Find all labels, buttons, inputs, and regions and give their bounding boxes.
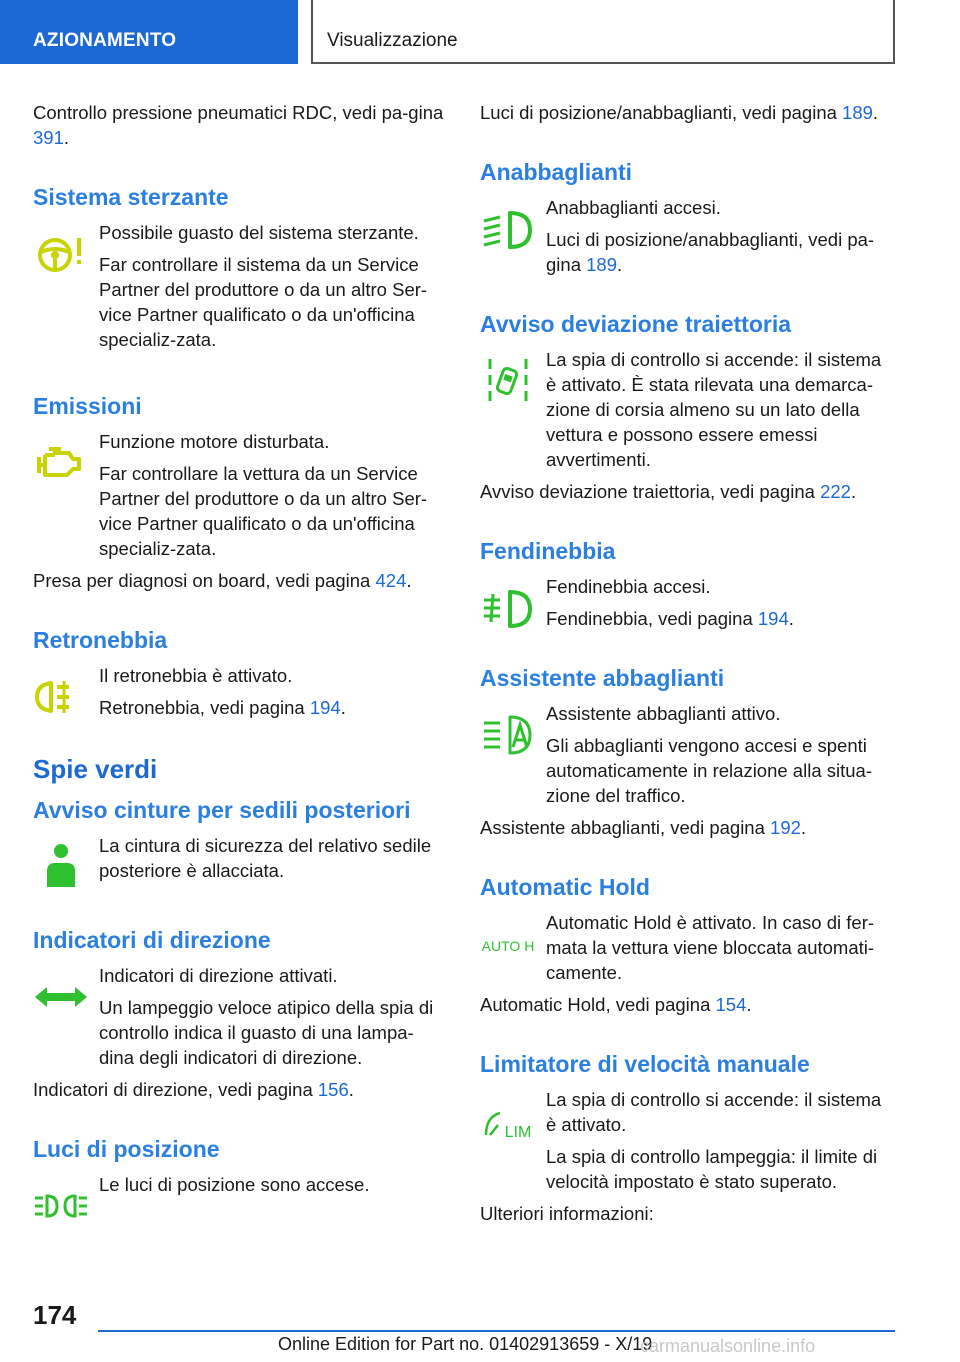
turn-signal-arrows-icon xyxy=(33,971,89,1023)
high-beam-assist-icon xyxy=(480,709,536,761)
rdc-page-link[interactable]: 391 xyxy=(33,127,64,148)
speed-limiter-heading: Limitatore di velocità manuale xyxy=(480,1051,810,1077)
turn-signals-heading: Indicatori di direzione xyxy=(33,927,271,953)
rdc-reference: Controllo pressione pneumatici RDC, vedi pa-gina 391. xyxy=(33,102,444,148)
high-beam-reference: Assistente abbaglianti, vedi pagina 192. xyxy=(480,817,807,838)
fog-page-link[interactable]: 194 xyxy=(757,608,789,629)
turn-signals-entry: Indicatori di direzione attivati. Un lampeggio veloce atipico della spia di controllo indica il guasto di una lampa-dina degli indicatori di direzione. xyxy=(33,963,445,1077)
emissions-heading: Emissioni xyxy=(33,393,142,419)
parking-lights-heading: Luci di posizione xyxy=(33,1136,220,1162)
turn-page-link[interactable]: 156 xyxy=(317,1079,349,1100)
rear-fog-entry: Il retronebbia è attivato. Retronebbia, vedi pagina 194. xyxy=(33,663,445,720)
fog-heading: Fendinebbia xyxy=(480,538,616,564)
lane-departure-entry: La spia di controllo si accende: il sistema è attivato. È stata rilevata una demarca-zione di corsia almeno su un lato della vettura e possono essere emessi avvertimenti. xyxy=(480,347,892,479)
parking-lights-icon xyxy=(33,1180,89,1232)
emissions-entry: Funzione motore disturbata. Far controllare la vettura da un Service Partner del produttore o da un altro Ser-vice Partner qualificato o da un'officina specializ-zata. xyxy=(33,429,445,568)
further-info: Ulteriori informazioni: xyxy=(480,1203,654,1224)
seat-belt-person-icon xyxy=(33,841,89,893)
chapter-title: AZIONAMENTO xyxy=(33,30,177,51)
lane-departure-icon xyxy=(480,355,536,407)
steering-warning-icon xyxy=(33,228,89,280)
auto-hold-icon-text: AUTO H xyxy=(481,938,535,954)
speed-limiter-icon-text: LIM xyxy=(504,1124,532,1141)
low-beam-icon xyxy=(480,203,536,255)
auto-hold-icon xyxy=(480,918,536,970)
rear-fog-heading: Retronebbia xyxy=(33,627,168,653)
auto-hold-entry: AUTO H Automatic Hold è attivato. In caso di fer-mata la vettura viene bloccata automati-camente. xyxy=(481,912,875,983)
low-beam-page-link[interactable]: 189 xyxy=(586,254,617,275)
rear-belts-entry: La cintura di sicurezza del relativo sedile posteriore è allacciata. xyxy=(33,833,445,893)
engine-icon xyxy=(33,437,89,489)
footer-divider xyxy=(98,1330,895,1332)
lane-page-link[interactable]: 222 xyxy=(820,481,851,502)
high-beam-assist-heading: Assistente abbaglianti xyxy=(480,665,725,691)
speed-limiter-icon xyxy=(480,1095,536,1147)
obd-reference: Presa per diagnosi on board, vedi pagina 424. xyxy=(33,570,412,591)
low-beam-entry: Anabbaglianti accesi. Luci di posizione/anabbaglianti, vedi pa-gina 189. xyxy=(480,195,892,277)
steering-heading: Sistema sterzante xyxy=(33,184,229,210)
chapter-tab xyxy=(0,0,298,64)
high-beam-page-link[interactable]: 192 xyxy=(770,817,801,838)
topic-title: Visualizzazione xyxy=(327,30,458,51)
rear-belts-heading: Avviso cinture per sedili posteriori xyxy=(33,797,411,823)
fog-light-icon xyxy=(480,582,536,634)
lane-departure-heading: Avviso deviazione traiettoria xyxy=(480,311,792,337)
high-beam-assist-entry: Assistente abbaglianti attivo. Gli abbaglianti vengono accesi e spenti automaticamente in relazione alla situa-zione del traffico. xyxy=(480,701,892,815)
parking-reference: Luci di posizione/anabbaglianti, vedi pagina 189. xyxy=(480,102,879,123)
speed-limiter-entry: LIM La spia di controllo si accende: il sistema è attivato. La spia di controllo lampeggia: il limite di velocità impostato è stato superato. xyxy=(480,1087,892,1201)
auto-hold-reference: Automatic Hold, vedi pagina 154. xyxy=(480,994,752,1015)
topic-tab xyxy=(311,0,895,64)
left-column xyxy=(33,100,445,1232)
page-number: 174 xyxy=(33,1300,77,1330)
low-beam-heading: Anabbaglianti xyxy=(480,159,633,185)
steering-entry: Possibile guasto del sistema sterzante. Far controllare il sistema da un Service Partner del produttore o da un altro Ser-vice Partner qualificato o da un'officina specializ-zata. xyxy=(33,220,445,359)
fog-entry: Fendinebbia accesi. Fendinebbia, vedi pagina 194. xyxy=(480,574,892,631)
rear-fog-light-icon xyxy=(33,671,89,723)
parking-lights-entry: Le luci di posizione sono accese. xyxy=(33,1172,445,1232)
turn-reference: Indicatori di direzione, vedi pagina 156. xyxy=(33,1079,354,1100)
auto-hold-page-link[interactable]: 154 xyxy=(715,994,747,1015)
watermark: carmanualsonline.info xyxy=(640,1336,816,1356)
edition-text: Online Edition for Part no. 01402913659 - X/19 xyxy=(278,1334,653,1354)
auto-hold-heading: Automatic Hold xyxy=(480,874,650,900)
green-lights-heading: Spie verdi xyxy=(33,754,158,784)
right-column xyxy=(480,100,892,1233)
parking-page-link[interactable]: 189 xyxy=(842,102,873,123)
lane-reference: Avviso deviazione traiettoria, vedi pagina 222. xyxy=(480,481,857,502)
rear-fog-page-link[interactable]: 194 xyxy=(309,697,341,718)
obd-page-link[interactable]: 424 xyxy=(375,570,407,591)
